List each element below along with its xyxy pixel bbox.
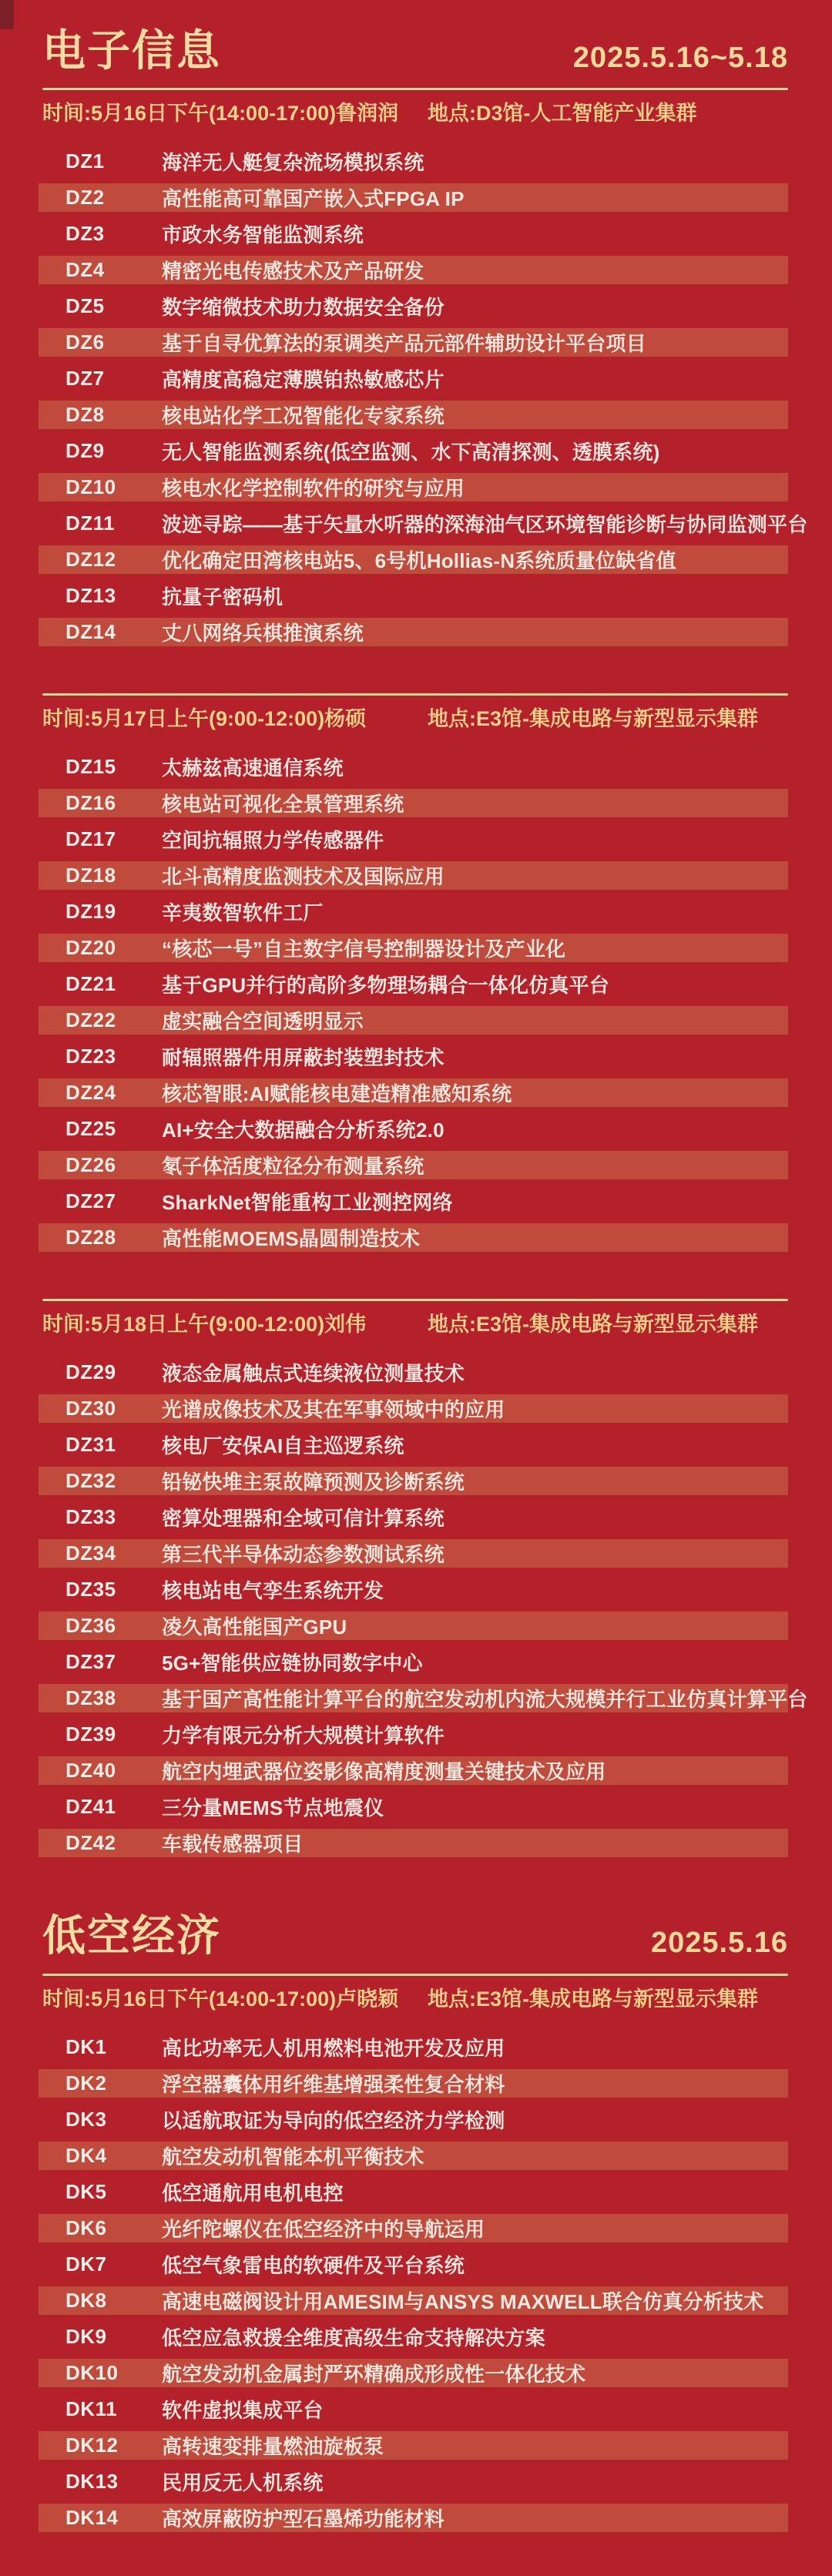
item-title: 核电站电气孪生系统开发 — [162, 1579, 384, 1603]
item-code: DZ29 — [65, 1360, 116, 1384]
item-title: 高效屏蔽防护型石墨烯功能材料 — [162, 2507, 445, 2531]
item-title: 太赫兹高速通信系统 — [162, 756, 344, 780]
item-code: DZ31 — [65, 1433, 116, 1457]
section-header — [42, 0, 788, 75]
session-block — [42, 1974, 788, 2532]
item-title: 低空应急救援全维度高级生命支持解决方案 — [162, 2326, 545, 2350]
item-code: DK6 — [65, 2215, 107, 2239]
item-code: DZ15 — [65, 755, 116, 779]
list-item — [39, 1829, 788, 1857]
item-code: DZ28 — [65, 1226, 116, 1249]
item-title: 核电站化学工况智能化专家系统 — [162, 404, 445, 428]
section-header — [42, 1911, 788, 1961]
item-code: DZ17 — [65, 827, 116, 851]
list-item — [39, 825, 788, 854]
item-list — [39, 2033, 788, 2532]
list-item — [39, 2286, 788, 2315]
item-code: DZ22 — [65, 1008, 116, 1032]
list-item — [39, 1223, 788, 1252]
item-code: DK3 — [65, 2107, 107, 2131]
item-title: 航空发动机智能本机平衡技术 — [162, 2145, 424, 2168]
list-item — [39, 147, 788, 176]
session-venue: 地点:E3馆-集成电路与新型显示集群 — [428, 707, 759, 731]
item-title: 高速电磁阀设计用AMESIM与ANSYS MAXWELL联合仿真分析技术 — [162, 2289, 764, 2313]
item-title: 市政水务智能监测系统 — [162, 223, 364, 247]
item-code: DZ1 — [65, 149, 105, 173]
list-item — [39, 2214, 788, 2242]
item-code: DZ39 — [65, 1722, 116, 1746]
item-title: 光谱成像技术及其在军事领域中的应用 — [162, 1398, 505, 1422]
list-item — [39, 2504, 788, 2532]
item-code: DZ11 — [65, 512, 116, 535]
list-item — [39, 545, 788, 574]
item-code: DZ41 — [65, 1795, 116, 1819]
item-code: DZ4 — [65, 258, 105, 282]
item-title: 高性能MOEMS晶圆制造技术 — [162, 1227, 421, 1251]
item-code: DZ34 — [65, 1541, 116, 1565]
item-code: DZ18 — [65, 864, 116, 887]
item-title: 北斗高精度监测技术及国际应用 — [162, 865, 445, 889]
item-code: DZ36 — [65, 1614, 116, 1638]
item-title: 基于自寻优算法的泵调类产品元部件辅助设计平台项目 — [162, 332, 646, 356]
item-title: 软件虚拟集成平台 — [162, 2398, 324, 2422]
item-title: 虚实融合空间透明显示 — [162, 1010, 364, 1034]
session-header — [42, 1310, 788, 1338]
session-time: 时间:5月18日上午(9:00-12:00)刘伟 — [42, 1313, 367, 1337]
list-item — [39, 1684, 808, 1712]
item-title: 核芯智眼:AI赋能核电建造精准感知系统 — [162, 1082, 512, 1106]
list-item — [39, 861, 788, 890]
item-title: 空间抗辐照力学传感器件 — [162, 829, 384, 853]
item-code: DZ13 — [65, 584, 116, 608]
list-item — [39, 1078, 788, 1107]
item-code: DZ23 — [65, 1045, 116, 1068]
item-code: DZ5 — [65, 294, 105, 318]
item-title: 光纤陀螺仪在低空经济中的导航运用 — [162, 2217, 485, 2241]
list-item — [39, 2431, 788, 2460]
item-code: DK9 — [65, 2324, 107, 2348]
item-code: DK1 — [65, 2034, 107, 2058]
item-code: DZ12 — [65, 548, 116, 572]
list-item — [39, 2323, 788, 2351]
list-item — [39, 1648, 788, 1676]
item-code: DZ14 — [65, 620, 116, 644]
section-title: 电子信息 — [42, 26, 221, 75]
item-code: DZ26 — [65, 1153, 116, 1177]
list-item — [39, 1467, 788, 1495]
item-title: 海洋无人艇复杂流场模拟系统 — [162, 151, 424, 175]
item-code: DZ38 — [65, 1686, 116, 1710]
item-title: 高比功率无人机用燃料电池开发及应用 — [162, 2036, 505, 2060]
item-title: 氡子体活度粒径分布测量系统 — [162, 1155, 424, 1179]
list-item — [39, 934, 788, 962]
list-item — [39, 183, 788, 212]
item-code: DZ16 — [65, 791, 116, 815]
list-item — [39, 1431, 788, 1459]
section — [42, 0, 808, 1857]
item-code: DZ20 — [65, 936, 116, 960]
session-block — [42, 693, 788, 1252]
item-title: 核电水化学控制软件的研究与应用 — [162, 477, 465, 501]
list-item — [39, 1187, 788, 1216]
list-item — [39, 2395, 788, 2423]
list-item — [39, 1575, 788, 1604]
item-code: DK4 — [65, 2143, 107, 2167]
item-code: DZ25 — [65, 1117, 116, 1141]
list-item — [39, 1358, 788, 1387]
item-title: 抗量子密码机 — [162, 585, 283, 609]
list-item — [39, 1503, 788, 1531]
item-title: 铅铋快堆主泵故障预测及诊断系统 — [162, 1471, 465, 1494]
list-item — [39, 292, 788, 320]
session-header — [42, 1985, 788, 2013]
list-item — [39, 220, 788, 248]
list-item — [39, 256, 788, 284]
list-item — [39, 2033, 788, 2061]
list-item — [39, 2105, 788, 2134]
item-title: 优化确定田湾核电站5、6号机Hollias-N系统质量位缺省值 — [162, 549, 676, 573]
list-item — [39, 2069, 788, 2098]
item-title: 基于GPU并行的高阶多物理场耦合一体化仿真平台 — [162, 974, 609, 998]
item-code: DZ35 — [65, 1578, 116, 1602]
item-title: 力学有限元分析大规模计算软件 — [162, 1724, 445, 1748]
list-item — [39, 897, 788, 926]
list-item — [39, 2178, 788, 2206]
list-item — [39, 1720, 788, 1749]
item-title: 航空内埋武器位姿影像高精度测量关键技术及应用 — [162, 1760, 606, 1784]
session-venue: 地点:E3馆-集成电路与新型显示集群 — [428, 1987, 759, 2011]
item-code: DZ24 — [65, 1081, 116, 1105]
item-list — [39, 147, 808, 646]
list-item — [39, 2467, 788, 2496]
item-title: 浮空器囊体用纤维基增强柔性复合材料 — [162, 2072, 505, 2096]
item-title: 核电站可视化全景管理系统 — [162, 793, 404, 817]
item-title: 高性能高可靠国产嵌入式FPGA IP — [162, 187, 465, 211]
item-code: DZ40 — [65, 1759, 116, 1783]
item-list — [39, 1358, 808, 1857]
item-title: 低空通航用电机电控 — [162, 2181, 344, 2205]
item-code: DK13 — [65, 2469, 119, 2493]
item-code: DK2 — [65, 2071, 107, 2095]
list-item — [39, 328, 788, 357]
item-code: DZ9 — [65, 439, 105, 463]
item-title: 以适航取证为导向的低空经济力学检测 — [162, 2108, 505, 2132]
list-item — [39, 473, 788, 501]
item-code: DK8 — [65, 2288, 107, 2312]
list-item — [39, 753, 788, 781]
list-item — [39, 2142, 788, 2170]
item-title: 波迹寻踪——基于矢量水听器的深海油气区环境智能诊断与协同监测平台 — [162, 513, 808, 537]
session-venue: 地点:D3馆-人工智能产业集群 — [428, 102, 697, 126]
session-time: 时间:5月17日上午(9:00-12:00)杨硕 — [42, 707, 367, 731]
section-date: 2025.5.16 — [650, 1927, 788, 1960]
divider-line — [42, 1974, 788, 1976]
session-venue: 地点:E3馆-集成电路与新型显示集群 — [428, 1313, 759, 1337]
item-title: 车载传感器项目 — [162, 1833, 304, 1857]
item-code: DZ6 — [65, 330, 105, 354]
divider-line — [42, 1299, 788, 1301]
item-title: 民用反无人机系统 — [162, 2470, 324, 2494]
list-item — [39, 970, 788, 998]
item-code: DZ42 — [65, 1831, 116, 1855]
item-title: 高转速变排量燃油旋板泵 — [162, 2434, 384, 2458]
item-code: DK10 — [65, 2360, 119, 2384]
item-code: DZ10 — [65, 475, 116, 499]
item-title: 基于国产高性能计算平台的航空发动机内流大规模并行工业仿真计算平台 — [162, 1688, 808, 1712]
item-title: 低空气象雷电的软硬件及平台系统 — [162, 2253, 465, 2277]
item-code: DK12 — [65, 2433, 119, 2457]
list-item — [39, 2250, 788, 2279]
item-title: AI+安全大数据融合分析系统2.0 — [162, 1119, 445, 1142]
item-code: DK11 — [65, 2397, 118, 2420]
item-title: 高精度高稳定薄膜铂热敏感芯片 — [162, 368, 445, 392]
item-code: DZ27 — [65, 1189, 116, 1213]
session-time: 时间:5月16日下午(14:00-17:00)鲁润润 — [42, 102, 399, 126]
divider-line — [42, 693, 788, 696]
item-code: DZ30 — [65, 1397, 116, 1420]
session-block — [42, 88, 808, 646]
item-title: 三分量MEMS节点地震仪 — [162, 1796, 384, 1820]
item-title: “核芯一号”自主数字信号控制器设计及产业化 — [162, 937, 566, 961]
list-item — [39, 1042, 788, 1071]
list-item — [39, 1612, 788, 1640]
item-title: 5G+智能供应链协同数字中心 — [162, 1652, 423, 1675]
session-header — [42, 99, 788, 127]
item-title: 航空发动机金属封严环精确成形成性一体化技术 — [162, 2362, 586, 2386]
item-title: 耐辐照器件用屏蔽封装塑封技术 — [162, 1046, 445, 1070]
list-item — [39, 509, 808, 538]
item-code: DK14 — [65, 2505, 119, 2529]
item-title: 液态金属触点式连续液位测量技术 — [162, 1362, 465, 1386]
list-item — [39, 582, 788, 610]
item-title: 第三代半导体动态参数测试系统 — [162, 1543, 445, 1567]
item-title: 精密光电传感技术及产品研发 — [162, 260, 424, 283]
session-time: 时间:5月16日下午(14:00-17:00)卢晓颖 — [42, 1987, 399, 2011]
list-item — [39, 1539, 788, 1568]
item-code: DZ19 — [65, 900, 116, 924]
item-title: 凌久高性能国产GPU — [162, 1615, 347, 1639]
section — [42, 1911, 788, 2531]
item-code: DZ37 — [65, 1650, 116, 1674]
list-item — [39, 437, 788, 465]
item-title: 丈八网络兵棋推演系统 — [162, 622, 364, 646]
item-code: DK5 — [65, 2179, 107, 2203]
session-header — [42, 705, 788, 733]
item-title: 密算处理器和全域可信计算系统 — [162, 1507, 445, 1531]
item-code: DZ2 — [65, 186, 105, 210]
item-code: DZ7 — [65, 367, 105, 391]
item-title: 辛夷数智软件工厂 — [162, 901, 324, 925]
item-code: DZ32 — [65, 1469, 116, 1493]
list-item — [39, 1151, 788, 1179]
list-item — [39, 1756, 788, 1785]
list-item — [39, 401, 788, 429]
divider-line — [42, 88, 788, 90]
list-item — [39, 1394, 788, 1423]
section-date: 2025.5.16~5.18 — [572, 41, 788, 74]
item-code: DZ8 — [65, 403, 105, 427]
section-title: 低空经济 — [42, 1911, 221, 1961]
list-item — [39, 1115, 788, 1143]
list-item — [39, 1006, 788, 1035]
item-list — [39, 753, 788, 1252]
item-code: DZ21 — [65, 972, 116, 996]
list-item — [39, 618, 788, 646]
list-item — [39, 1793, 788, 1821]
session-block — [42, 1299, 808, 1857]
item-code: DZ33 — [65, 1505, 116, 1529]
item-title: 无人智能监测系统(低空监测、水下高清探测、透膜系统) — [162, 441, 660, 465]
item-title: 数字缩微技术助力数据安全备份 — [162, 296, 445, 320]
list-item — [39, 2359, 788, 2387]
item-code: DK7 — [65, 2252, 107, 2276]
item-title: SharkNet智能重构工业测控网络 — [162, 1191, 453, 1215]
item-title: 核电厂安保AI自主巡逻系统 — [162, 1434, 404, 1458]
item-code: DZ3 — [65, 222, 105, 246]
list-item — [39, 364, 788, 393]
list-item — [39, 789, 788, 817]
